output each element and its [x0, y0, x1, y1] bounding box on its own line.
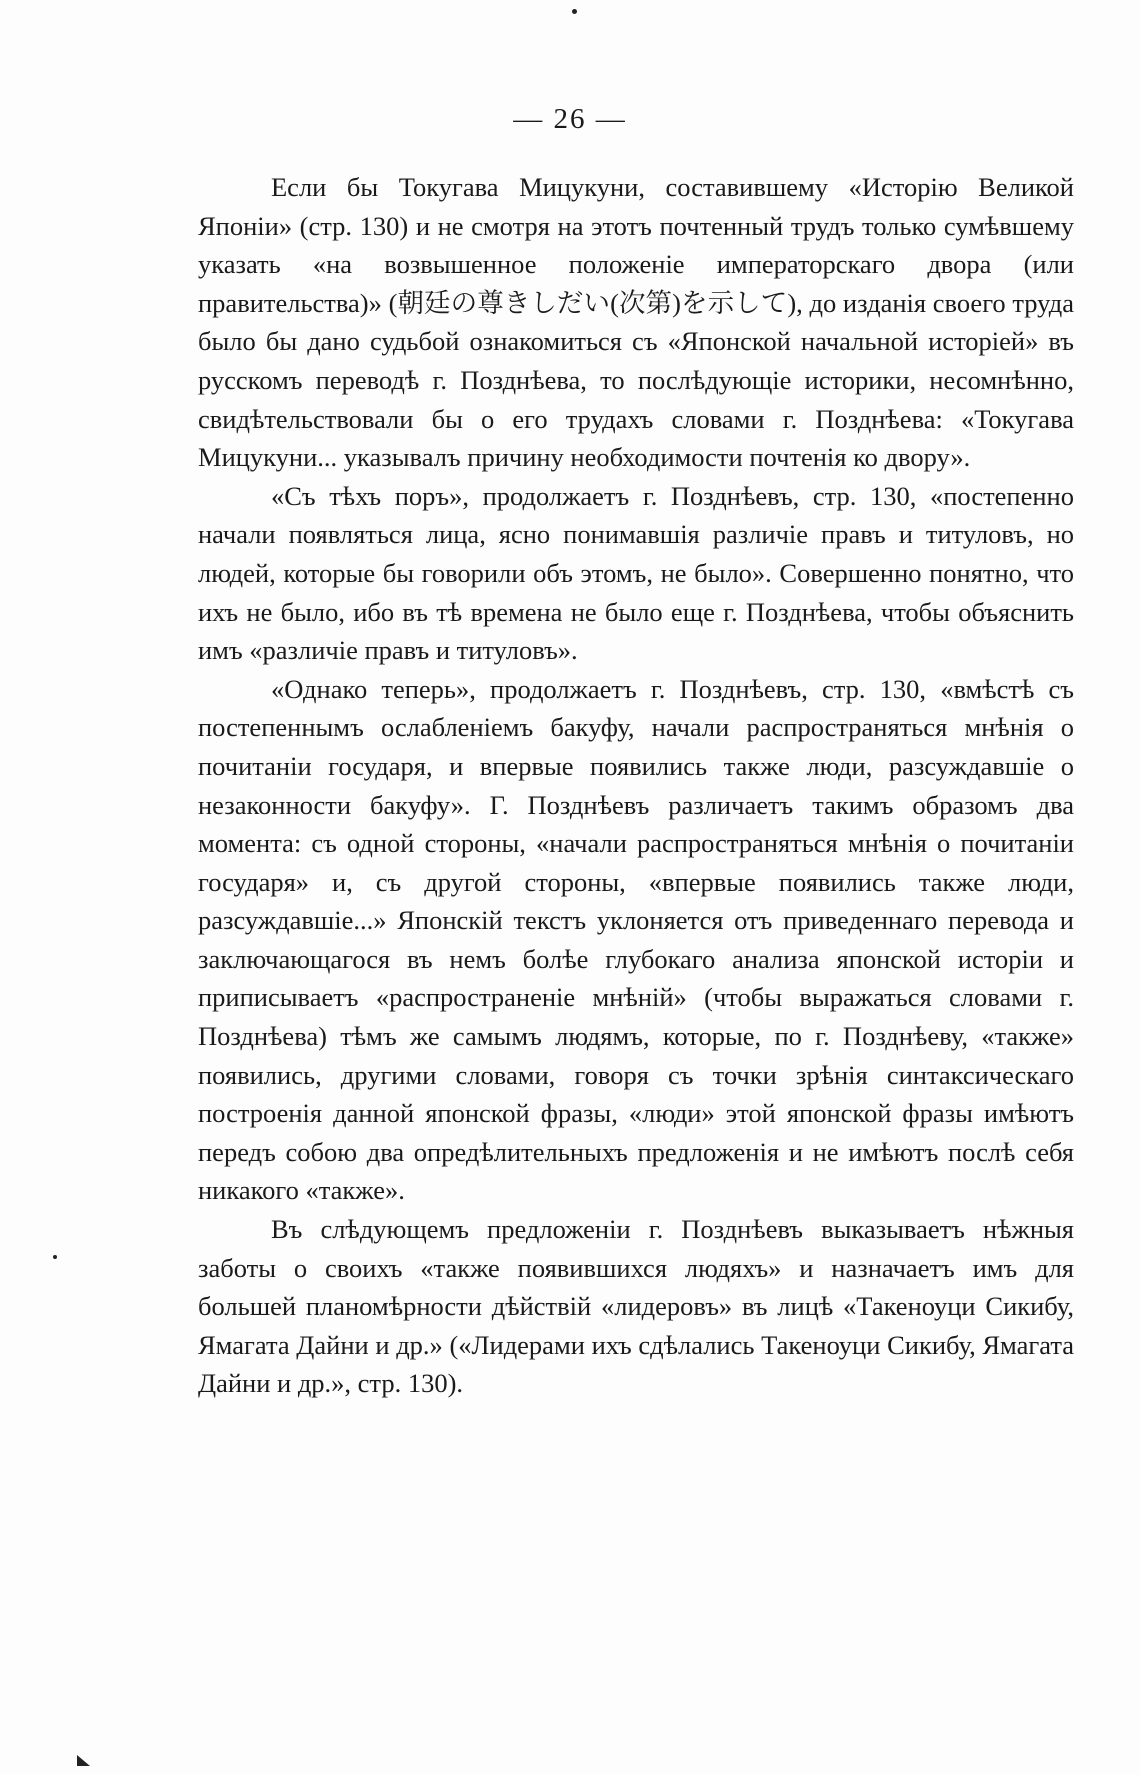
scan-speck-left: [53, 1255, 57, 1259]
page-number: — 26 —: [513, 103, 627, 135]
scan-speck-top: [572, 9, 577, 14]
paragraph-2: «Съ тѣхъ поръ», продолжаетъ г. Позднѣевъ, стр. 130, «постепенно начали появляться лица, ясно понимавшія различіе правъ и титуловъ, но людей, которые бы говорили объ этомъ, не было». Совершенно понятно, что ихъ не было, ибо въ тѣ времена не было еще г. Позднѣева, чтобы объяснить имъ «различіе правъ и титуловъ».: [198, 480, 1074, 666]
paragraph-1: Если бы Токугава Мицукуни, составившему «Исторію Великой Японіи» (стр. 130) и не смотря на этотъ почтенный трудъ только сумѣвшему указать «на возвышенное положеніе императорскаго двора (или правительства)» (朝廷の尊きしだい(次第)を示して), до изданія своего труда было бы дано судьбой ознакомиться съ «Японской начальной исторіей» въ русскомъ переводѣ г. Позднѣева, то послѣдующіе историки, несомнѣнно, свидѣтельствовали бы о его трудахъ словами г. Позднѣева: «Токугава Мицукуни... указывалъ причину необходимости почтенія ко двору».: [198, 172, 1074, 473]
paragraph-4: Въ слѣдующемъ предложеніи г. Позднѣевъ выказываетъ нѣжныя заботы о своихъ «также появившихся людяхъ» и назначаетъ имъ для большей планомѣрности дѣйствій «лидеровъ» въ лицѣ «Такеноуци Сикибу, Ямагата Дайни и др.» («Лидерами ихъ сдѣлались Такеноуци Сикибу, Ямагата Дайни и др.», стр. 130).: [198, 1214, 1074, 1399]
paragraph-3: «Однако теперь», продолжаетъ г. Позднѣевъ, стр. 130, «вмѣстѣ съ постепеннымъ ослабленіемъ бакуфу, начали распространяться мнѣнія о почитаніи государя, и впервые появились также люди, разсуждавшіе о незаконности бакуфу». Г. Позднѣевъ различаетъ такимъ образомъ два момента: съ одной стороны, «начали распространяться мнѣнія о почитаніи государя» и, съ другой стороны, «впервые появились также люди, разсуждавшіе...» Японскій текстъ уклоняется отъ приведеннаго перевода и заключающагося въ немъ болѣе глубокаго анализа японской исторіи и приписываетъ «распространеніе мнѣній» (чтобы выражаться словами г. Позднѣева) тѣмъ же самымъ людямъ, которые, по г. Позднѣеву, «также» появились, другими словами, говоря съ точки зрѣнія синтаксическаго построенія данной японской фразы, «люди» этой японской фразы имѣютъ передъ собою два опредѣлительныхъ предложенія и не имѣютъ послѣ себя никакого «также».: [198, 673, 1074, 1206]
page-body: [198, 168, 1074, 1403]
scan-corner-mark: [77, 1755, 90, 1766]
